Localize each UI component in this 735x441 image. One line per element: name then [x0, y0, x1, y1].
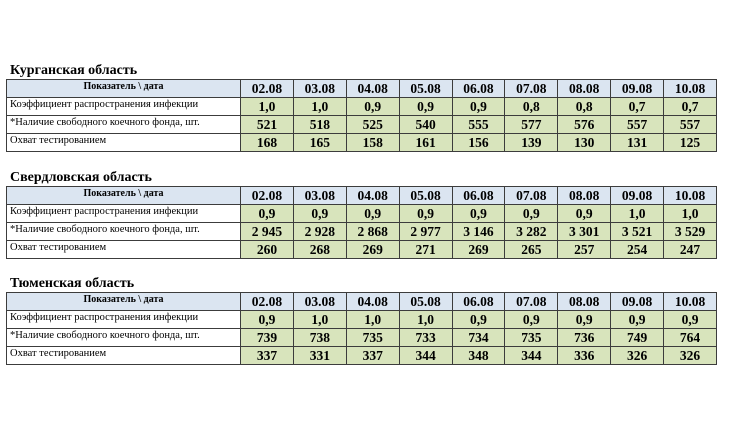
value-cell: 521 — [241, 116, 294, 134]
date-header: 04.08 — [346, 187, 399, 205]
value-cell: 326 — [611, 347, 664, 365]
value-cell: 344 — [505, 347, 558, 365]
value-cell: 555 — [452, 116, 505, 134]
region-title: Курганская область — [10, 63, 138, 78]
value-cell: 0,9 — [452, 311, 505, 329]
value-cell: 1,0 — [346, 311, 399, 329]
value-cell: 254 — [611, 241, 664, 259]
value-cell: 735 — [505, 329, 558, 347]
table-row — [7, 311, 717, 329]
date-header: 08.08 — [558, 293, 611, 311]
value-cell: 734 — [452, 329, 505, 347]
value-cell: 0,8 — [558, 98, 611, 116]
table-row — [7, 347, 717, 365]
value-cell: 168 — [241, 134, 294, 152]
value-cell: 540 — [399, 116, 452, 134]
date-header: 03.08 — [293, 80, 346, 98]
stats-table — [6, 186, 717, 259]
date-header: 08.08 — [558, 187, 611, 205]
value-cell: 557 — [664, 116, 717, 134]
region-title: Свердловская область — [10, 170, 152, 185]
row-label: Коэффициент распространения инфекции — [7, 98, 241, 116]
region-kurgan — [6, 64, 717, 152]
date-header: 10.08 — [664, 293, 717, 311]
value-cell: 156 — [452, 134, 505, 152]
value-cell: 0,9 — [241, 205, 294, 223]
date-header: 02.08 — [241, 293, 294, 311]
table-row — [7, 241, 717, 259]
indicator-date-header: Показатель \ дата — [7, 293, 241, 311]
value-cell: 576 — [558, 116, 611, 134]
value-cell: 131 — [611, 134, 664, 152]
value-cell: 0,9 — [399, 205, 452, 223]
value-cell: 139 — [505, 134, 558, 152]
value-cell: 739 — [241, 329, 294, 347]
value-cell: 0,9 — [664, 311, 717, 329]
value-cell: 1,0 — [611, 205, 664, 223]
table-row — [7, 116, 717, 134]
value-cell: 1,0 — [241, 98, 294, 116]
date-header: 02.08 — [241, 187, 294, 205]
date-header: 05.08 — [399, 187, 452, 205]
date-header: 04.08 — [346, 293, 399, 311]
row-label: Коэффициент распространения инфекции — [7, 205, 241, 223]
value-cell: 0,9 — [241, 311, 294, 329]
value-cell: 1,0 — [293, 311, 346, 329]
table-header-row — [7, 80, 717, 98]
indicator-date-header: Показатель \ дата — [7, 80, 241, 98]
date-header: 08.08 — [558, 80, 611, 98]
row-label: Охват тестированием — [7, 134, 241, 152]
row-label: Охват тестированием — [7, 347, 241, 365]
value-cell: 326 — [664, 347, 717, 365]
value-cell: 3 282 — [505, 223, 558, 241]
value-cell: 265 — [505, 241, 558, 259]
value-cell: 0,9 — [452, 98, 505, 116]
date-header: 10.08 — [664, 187, 717, 205]
date-header: 03.08 — [293, 187, 346, 205]
table-row — [7, 98, 717, 116]
date-header: 04.08 — [346, 80, 399, 98]
row-label: *Наличие свободного коечного фонда, шт. — [7, 223, 241, 241]
date-header: 06.08 — [452, 187, 505, 205]
date-header: 09.08 — [611, 80, 664, 98]
value-cell: 0,9 — [399, 98, 452, 116]
value-cell: 1,0 — [293, 98, 346, 116]
date-header: 05.08 — [399, 80, 452, 98]
date-header: 06.08 — [452, 293, 505, 311]
value-cell: 3 529 — [664, 223, 717, 241]
stats-table — [6, 79, 717, 152]
value-cell: 158 — [346, 134, 399, 152]
value-cell: 1,0 — [664, 205, 717, 223]
date-header: 05.08 — [399, 293, 452, 311]
value-cell: 0,9 — [346, 205, 399, 223]
value-cell: 557 — [611, 116, 664, 134]
table-row — [7, 205, 717, 223]
value-cell: 2 928 — [293, 223, 346, 241]
value-cell: 2 977 — [399, 223, 452, 241]
value-cell: 0,9 — [452, 205, 505, 223]
table-row — [7, 329, 717, 347]
table-row — [7, 134, 717, 152]
value-cell: 736 — [558, 329, 611, 347]
value-cell: 733 — [399, 329, 452, 347]
value-cell: 260 — [241, 241, 294, 259]
value-cell: 525 — [346, 116, 399, 134]
date-header: 02.08 — [241, 80, 294, 98]
row-label: Охват тестированием — [7, 241, 241, 259]
value-cell: 337 — [241, 347, 294, 365]
value-cell: 0,8 — [505, 98, 558, 116]
value-cell: 271 — [399, 241, 452, 259]
value-cell: 735 — [346, 329, 399, 347]
table-header-row — [7, 293, 717, 311]
value-cell: 0,7 — [664, 98, 717, 116]
value-cell: 269 — [346, 241, 399, 259]
value-cell: 331 — [293, 347, 346, 365]
stats-table — [6, 292, 717, 365]
value-cell: 0,9 — [505, 205, 558, 223]
value-cell: 0,9 — [611, 311, 664, 329]
value-cell: 247 — [664, 241, 717, 259]
value-cell: 1,0 — [399, 311, 452, 329]
value-cell: 2 868 — [346, 223, 399, 241]
value-cell: 269 — [452, 241, 505, 259]
value-cell: 0,9 — [558, 205, 611, 223]
value-cell: 125 — [664, 134, 717, 152]
value-cell: 257 — [558, 241, 611, 259]
value-cell: 0,9 — [558, 311, 611, 329]
region-sverdlovsk — [6, 171, 717, 259]
value-cell: 130 — [558, 134, 611, 152]
value-cell: 0,7 — [611, 98, 664, 116]
table-row — [7, 223, 717, 241]
value-cell: 577 — [505, 116, 558, 134]
date-header: 07.08 — [505, 293, 558, 311]
date-header: 03.08 — [293, 293, 346, 311]
value-cell: 2 945 — [241, 223, 294, 241]
value-cell: 268 — [293, 241, 346, 259]
value-cell: 518 — [293, 116, 346, 134]
value-cell: 3 146 — [452, 223, 505, 241]
value-cell: 764 — [664, 329, 717, 347]
value-cell: 337 — [346, 347, 399, 365]
value-cell: 0,9 — [505, 311, 558, 329]
value-cell: 165 — [293, 134, 346, 152]
date-header: 06.08 — [452, 80, 505, 98]
value-cell: 3 521 — [611, 223, 664, 241]
date-header: 10.08 — [664, 80, 717, 98]
date-header: 07.08 — [505, 80, 558, 98]
date-header: 09.08 — [611, 187, 664, 205]
value-cell: 738 — [293, 329, 346, 347]
value-cell: 348 — [452, 347, 505, 365]
value-cell: 0,9 — [346, 98, 399, 116]
value-cell: 161 — [399, 134, 452, 152]
region-tyumen — [6, 277, 717, 365]
date-header: 07.08 — [505, 187, 558, 205]
value-cell: 336 — [558, 347, 611, 365]
indicator-date-header: Показатель \ дата — [7, 187, 241, 205]
value-cell: 344 — [399, 347, 452, 365]
date-header: 09.08 — [611, 293, 664, 311]
row-label: *Наличие свободного коечного фонда, шт. — [7, 116, 241, 134]
row-label: Коэффициент распространения инфекции — [7, 311, 241, 329]
table-header-row — [7, 187, 717, 205]
row-label: *Наличие свободного коечного фонда, шт. — [7, 329, 241, 347]
value-cell: 749 — [611, 329, 664, 347]
value-cell: 3 301 — [558, 223, 611, 241]
region-title: Тюменская область — [10, 276, 135, 291]
value-cell: 0,9 — [293, 205, 346, 223]
